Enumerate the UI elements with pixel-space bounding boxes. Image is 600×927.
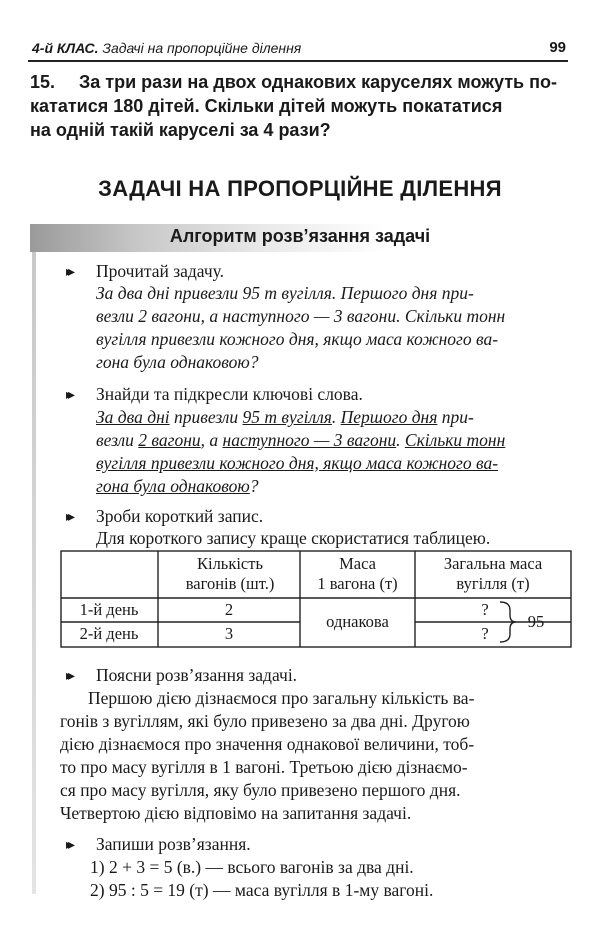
task-text-line: везли 2 вагони, а наступного — 3 вагони. Скільки тонн [96, 306, 506, 326]
step-read-label: Прочитай задачу. [96, 261, 225, 281]
explain-line: то про масу вугілля в 1 вагоні. Третьою дією дізнаємо- [60, 757, 468, 777]
problem-line: на одній такій каруселі за 4 рази? [30, 120, 331, 140]
solution-line: 2) 95 : 5 = 19 (т) — маса вугілля в 1-му вагоні. [90, 880, 434, 900]
row-day-label: 1-й день [79, 600, 139, 619]
explain-line: дією дізнаємося про значення однакової величини, тоб- [60, 734, 475, 754]
task-text-line: гона була однаковою? [96, 352, 259, 372]
explain-line: Четвертою дією відповімо на запитання задачі. [60, 803, 412, 823]
double-arrow-bullet-icon: ▸▸ [66, 264, 71, 280]
algorithm-title: Алгоритм розв’язання задачі [169, 226, 431, 246]
header-title: 4-й КЛАС. Задачі на пропорційне ділення [32, 40, 302, 56]
underlined-task-line: гона була однаковою? [96, 476, 259, 496]
sum-value: 95 [527, 612, 545, 631]
header-total: Загальна маса вугілля (т) [443, 554, 543, 593]
step-explain-label: Поясни розв’язання задачі. [96, 665, 298, 685]
header-mass: Маса 1 вагона (т) [317, 554, 398, 593]
underlined-task-line: везли 2 вагони, а наступного — 3 вагони. Скільки тонн [96, 430, 506, 450]
row-count: 2 [224, 600, 234, 619]
explain-line: ся про масу вугілля, яку було привезено першого дня. [60, 780, 461, 800]
task-text-line: За два дні привезли 95 т вугілля. Першого дня при- [96, 283, 474, 303]
underlined-task-line: вугілля привезли кожного дня, якщо маса кожного ва- [96, 453, 499, 473]
problem-number: 15. [30, 72, 56, 92]
double-arrow-bullet-icon: ▸▸ [66, 509, 71, 525]
explain-line: гонів з вугіллям, які було привезено за два дні. Другою [60, 711, 470, 731]
row-count: 3 [224, 624, 234, 643]
double-arrow-bullet-icon: ▸▸ [66, 837, 71, 853]
unknown-total: ? [481, 624, 489, 643]
solution-line: 1) 2 + 3 = 5 (в.) — всього вагонів за два дні. [90, 857, 414, 877]
problem-line: За три рази на двох однакових каруселях можуть по- [79, 72, 557, 92]
row-day-label: 2-й день [79, 624, 139, 643]
step-short-record-hint: Для короткого запису краще скористатися таблицею. [96, 528, 491, 548]
side-bar-decoration [32, 252, 36, 894]
short-record-table [60, 550, 572, 648]
header-count: Кількість вагонів (шт.) [185, 554, 275, 593]
page-number: 99 [549, 39, 566, 56]
explain-line: Першою дією дізнаємося про загальну кількість ва- [88, 688, 475, 708]
step-solution-label: Запиши розв’язання. [96, 834, 251, 854]
step-underline-label: Знайди та підкресли ключові слова. [96, 384, 363, 404]
double-arrow-bullet-icon: ▸▸ [66, 387, 71, 403]
double-arrow-bullet-icon: ▸▸ [66, 668, 71, 684]
step-short-record-label: Зроби короткий запис. [96, 506, 264, 526]
unknown-total: ? [481, 600, 489, 619]
section-title: ЗАДАЧІ НА ПРОПОРЦІЙНЕ ДІЛЕННЯ [98, 176, 502, 201]
problem-line: кататися 180 дітей. Скільки дітей можуть покататися [30, 96, 503, 116]
running-header [28, 36, 568, 62]
task-text-line: вугілля привезли кожного дня, якщо маса кожного ва- [96, 329, 499, 349]
underlined-task-line: За два дні привезли 95 т вугілля. Першого дня при- [96, 407, 474, 427]
mass-value: однакова [326, 612, 389, 631]
